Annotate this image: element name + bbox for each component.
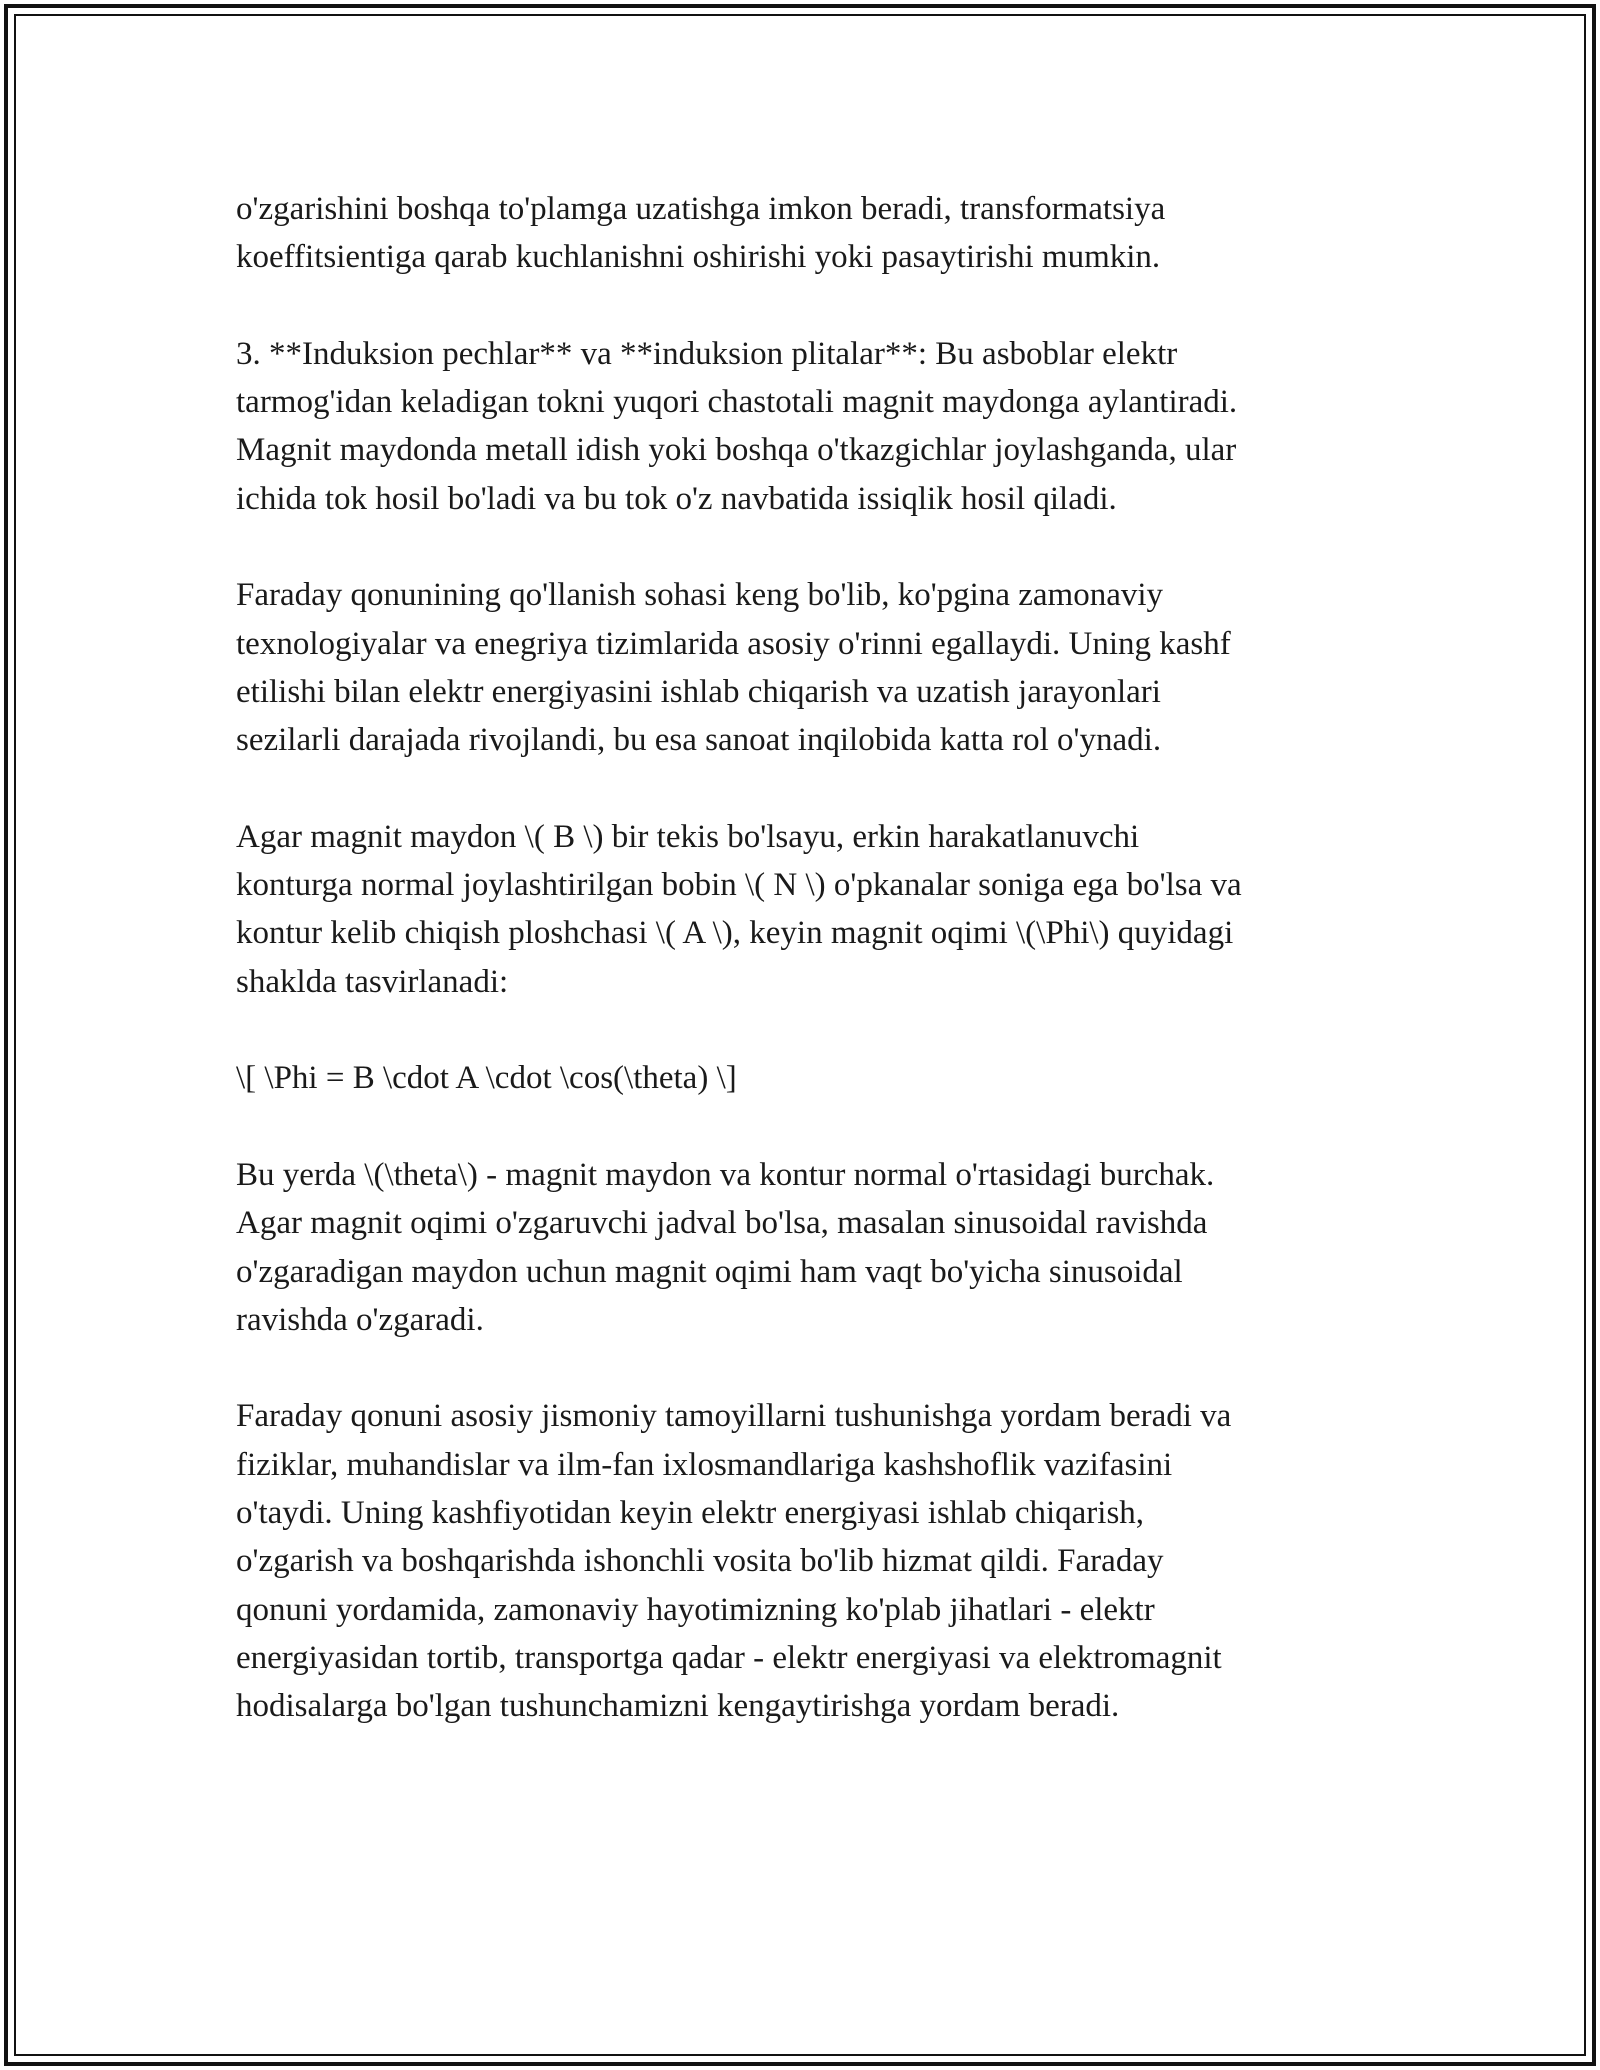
- document-body: [236, 185, 1386, 1779]
- paragraph-faraday-applications: Faraday qonunining qo'llanish sohasi keng bo'lib, ko'pgina zamonaviy texnologiyalar va enegriya tizimlarida asosiy o'rinni egallaydi. Uning kashf etilishi bilan elektr energiyasini ishlab chiqarish va uzatish jarayonlari sezilarli darajada rivojlandi, bu esa sanoat inqilobida katta rol o'ynadi.: [236, 577, 1231, 759]
- equation-magnetic-flux: \[ \Phi = B \cdot A \cdot \cos(\theta) \]: [236, 1060, 737, 1097]
- paragraph-magnetic-flux-intro: Agar magnit maydon \( B \) bir tekis bo'lsayu, erkin harakatlanuvchi konturga normal joylashtirilgan bobin \( N \) o'pkanalar soniga ega bo'lsa va kontur kelib chiqish ploshchasi \( A \), keyin magnit oqimi \(\Phi\) quyidagi shaklda tasvirlanadi:: [236, 818, 1242, 1000]
- paragraph-induction-furnaces: 3. **Induksion pechlar** va **induksion plitalar**: Bu asboblar elektr tarmog'idan keladigan tokni yuqori chastotali magnit maydonga aylantiradi. Magnit maydonda metall idish yoki boshqa o'tkazgichlar joylashganda, ular ichida tok hosil bo'ladi va bu tok o'z navbatida issiqlik hosil qiladi.: [236, 335, 1238, 517]
- paragraph-theta-explanation: Bu yerda \(\theta\) - magnit maydon va kontur normal o'rtasidagi burchak. Agar magnit oqimi o'zgaruvchi jadval bo'lsa, masalan sinusoidal ravishda o'zgaradigan maydon uchun magnit oqimi ham vaqt bo'yicha sinusoidal ravishda o'zgaradi.: [236, 1156, 1215, 1338]
- paragraph-transformer-continuation: o'zgarishini boshqa to'plamga uzatishga imkon beradi, transformatsiya koeffitsientiga qarab kuchlanishni oshirishi yoki pasaytirishi mumkin.: [236, 191, 1166, 276]
- paragraph-faraday-conclusion: Faraday qonuni asosiy jismoniy tamoyillarni tushunishga yordam beradi va fiziklar, muhandislar va ilm-fan ixlosmandlariga kashshoflik vazifasini o'taydi. Uning kashfiyotidan keyin elektr energiyasi ishlab chiqarish, o'zgarish va boshqarishda ishonchli vosita bo'lib hizmat qildi. Faraday qonuni yordamida, zamonaviy hayotimizning ko'plab jihatlari - elektr energiyasidan tortib, transportga qadar - elektr energiyasi va elektromagnit hodisalarga bo'lgan tushunchamizni kengaytirishga yordam beradi.: [236, 1398, 1232, 1725]
